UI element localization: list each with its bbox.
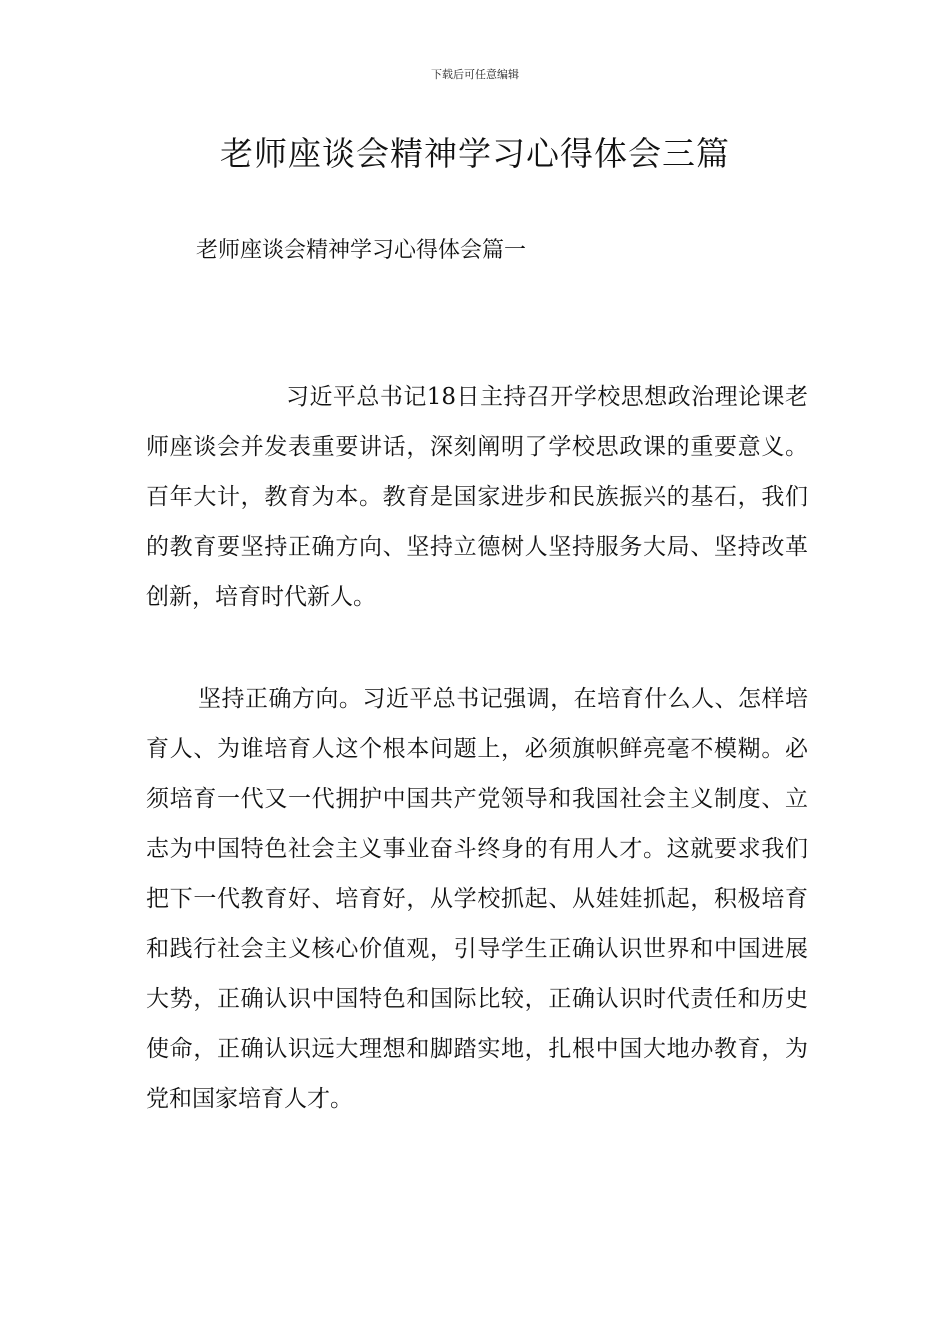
- header-note: 下载后可任意编辑: [431, 68, 519, 81]
- section-subtitle: 老师座谈会精神学习心得体会篇一: [196, 238, 527, 263]
- paragraph-2: 坚持正确方向。习近平总书记强调，在培育什么人、怎样培育人、为谁培育人这个根本问题上，必须旗帜鲜亮毫不模糊。必须培育一代又一代拥护中国共产党领导和我国社会主义制度、立志为中国特色社会主义事业奋斗终身的有用人才。这就要求我们把下一代教育好、培育好，从学校抓起、从娃娃抓起，积极培育和践行社会主义核心价值观，引导学生正确认识世界和中国进展大势，正确认识中国特色和国际比较，正确认识时代责任和历史使命，正确认识远大理想和脚踏实地，扎根中国大地办教育，为党和国家培育人才。: [146, 686, 808, 1112]
- paragraph-1: 习近平总书记18日主持召开学校思想政治理论课老师座谈会并发表重要讲话，深刻阐明了学校思政课的重要意义。百年大计，教育为本。教育是国家进步和民族振兴的基石，我们的教育要坚持正确方向、坚持立德树人坚持服务大局、坚持改革创新，培育时代新人。: [146, 384, 808, 610]
- page-title: 老师座谈会精神学习心得体会三篇: [220, 134, 730, 173]
